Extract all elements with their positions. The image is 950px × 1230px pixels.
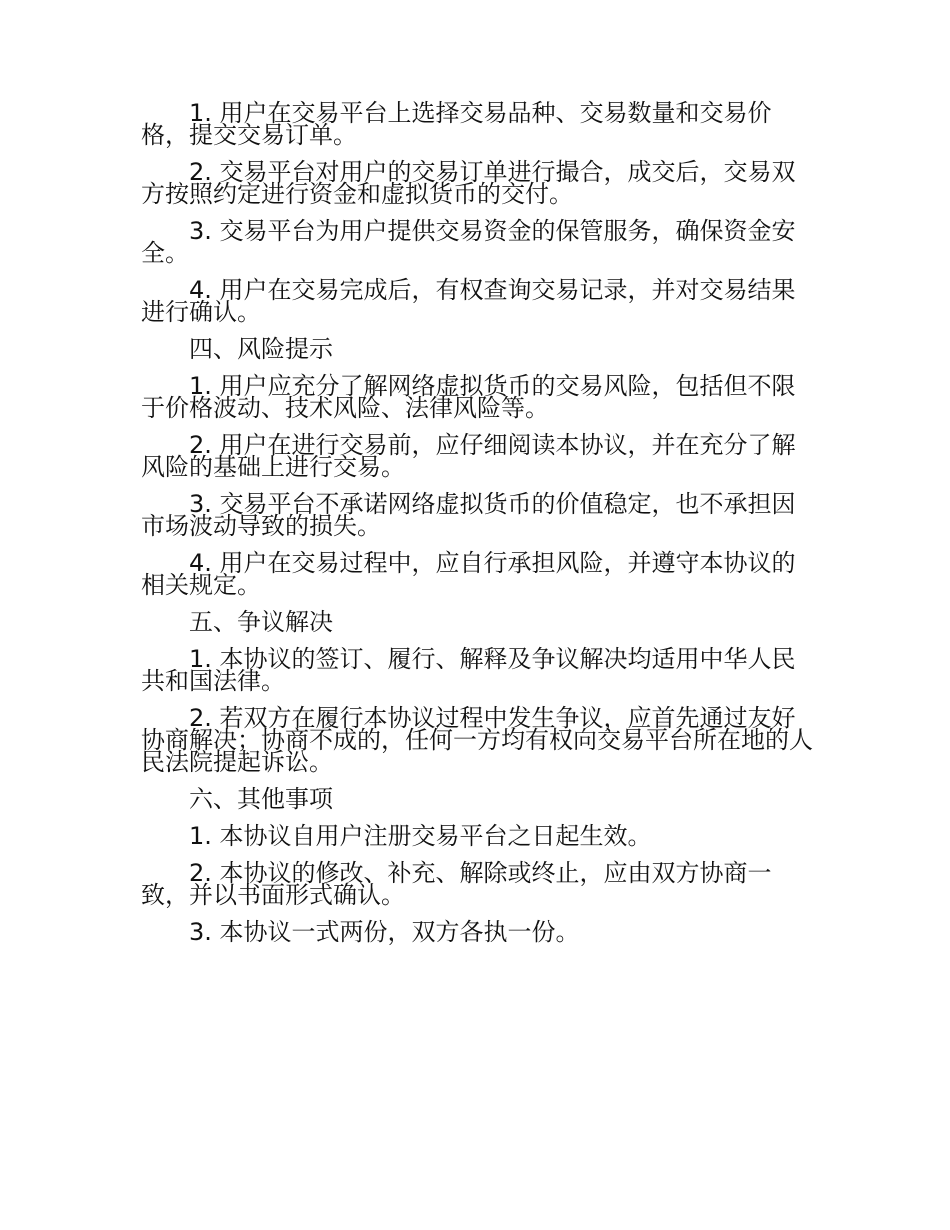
paragraph-risk-4: 4. 用户在交易过程中，应自行承担风险，并遵守本协议的相关规定。 [141, 549, 796, 599]
paragraph-risk-3: 3. 交易平台不承诺网络虚拟货币的价值稳定，也不承担因市场波动导致的损失。 [141, 490, 796, 540]
document-body [141, 99, 813, 958]
section-heading-other: 六、其他事项 [189, 785, 333, 813]
paragraph-trade-2: 2. 交易平台对用户的交易订单进行撮合，成交后，交易双方按照约定进行资金和虚拟货币的交付。 [141, 158, 796, 208]
paragraph-risk-2: 2. 用户在进行交易前，应仔细阅读本协议，并在充分了解风险的基础上进行交易。 [141, 431, 796, 481]
paragraph-dispute-2: 2. 若双方在履行本协议过程中发生争议，应首先通过友好协商解决；协商不成的，任何一方均有权向交易平台所在地的人民法院提起诉讼。 [141, 704, 813, 776]
paragraph-trade-3: 3. 交易平台为用户提供交易资金的保管服务，确保资金安全。 [141, 217, 796, 267]
paragraph-risk-1: 1. 用户应充分了解网络虚拟货币的交易风险，包括但不限于价格波动、技术风险、法律风险等。 [141, 372, 796, 422]
section-heading-risk: 四、风险提示 [189, 335, 333, 363]
paragraph-other-1: 1. 本协议自用户注册交易平台之日起生效。 [189, 822, 652, 850]
paragraph-other-3: 3. 本协议一式两份，双方各执一份。 [189, 918, 580, 946]
section-heading-dispute: 五、争议解决 [189, 608, 333, 636]
paragraph-other-2: 2. 本协议的修改、补充、解除或终止，应由双方协商一致，并以书面形式确认。 [141, 859, 772, 909]
paragraph-trade-1: 1. 用户在交易平台上选择交易品种、交易数量和交易价格，提交交易订单。 [141, 99, 772, 149]
paragraph-dispute-1: 1. 本协议的签订、履行、解释及争议解决均适用中华人民共和国法律。 [141, 645, 796, 695]
paragraph-trade-4: 4. 用户在交易完成后，有权查询交易记录，并对交易结果进行确认。 [141, 276, 796, 326]
